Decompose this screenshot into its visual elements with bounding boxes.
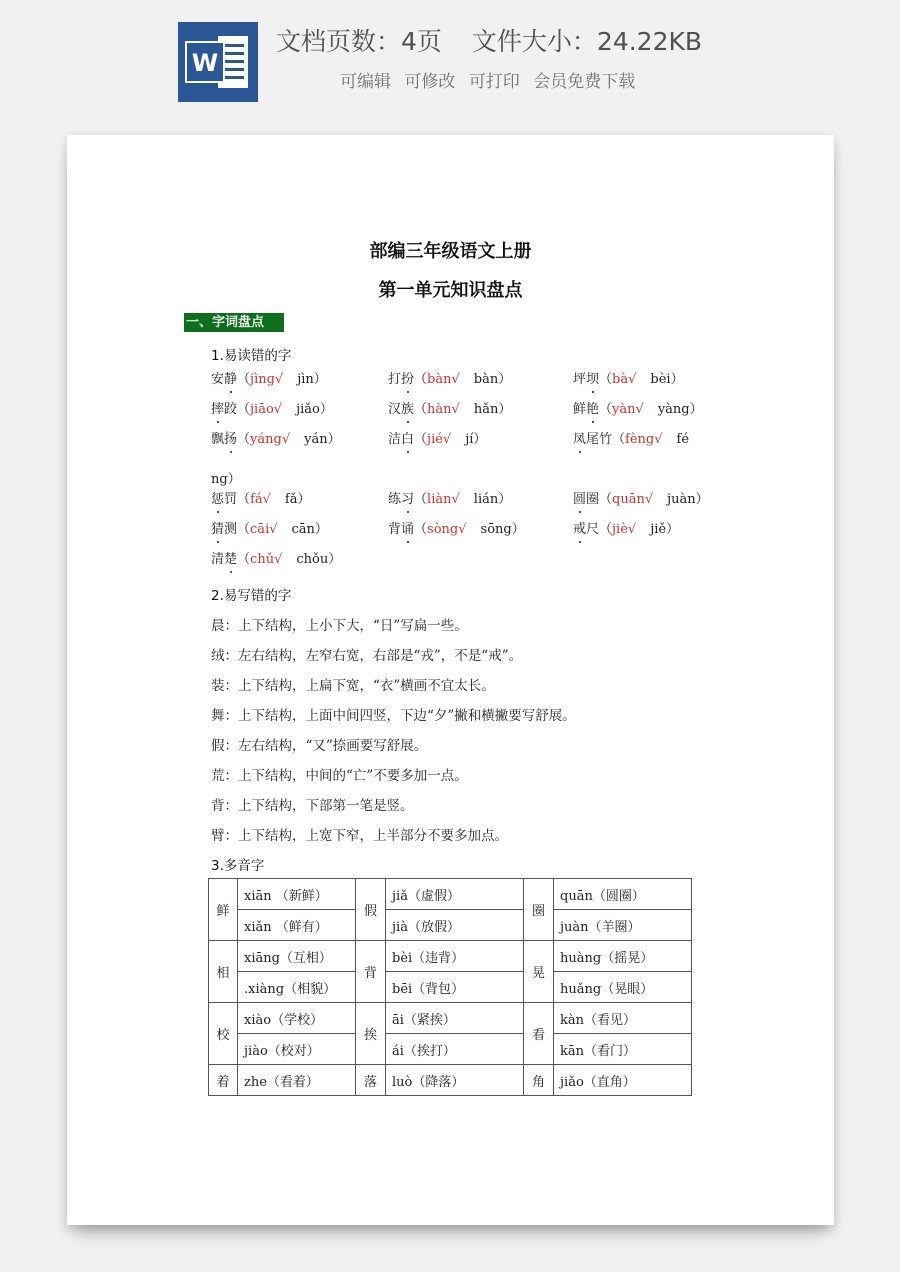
word-text: （ (414, 432, 428, 447)
dotted-char: 圆 (573, 492, 587, 507)
polyphone-reading: bèi（违背） (386, 941, 524, 972)
word-text: 跤（ (224, 402, 251, 417)
feature-printable: 可打印 (468, 72, 520, 92)
incorrect-reading: yàng） (657, 402, 703, 417)
word-text: 鲜 (573, 402, 587, 417)
word-text: 圈（ (586, 492, 613, 507)
document-title: 部编三年级语文上册 (369, 241, 532, 262)
polyphone-reading: quān（圆圈） (554, 879, 692, 910)
pinyin-item (211, 428, 341, 447)
pinyin-item (573, 428, 689, 447)
rule-line: 舞：上下结构，上面中间四竖，下边“夕”撇和横撇要写舒展。 (211, 708, 576, 724)
polyphone-char: 角 (524, 1065, 554, 1096)
correct-reading: yáng√ (250, 432, 291, 447)
polyphone-char: 落 (356, 1065, 386, 1096)
correct-reading: yàn√ (612, 402, 644, 417)
pinyin-item (573, 518, 679, 537)
word-text: 练 (388, 492, 402, 507)
incorrect-reading: bèi） (650, 372, 684, 387)
incorrect-reading: jiǎo） (296, 402, 333, 417)
rule-line: 装：上下结构，上扁下宽，“衣”横画不宜太长。 (211, 678, 495, 694)
dotted-char: 诵 (401, 522, 415, 537)
word-text: 尺（ (586, 522, 613, 537)
polyphone-table (208, 878, 692, 1096)
table-row (209, 1003, 692, 1034)
word-text: （ (414, 372, 428, 387)
feature-member-download: 会员免费下载 (533, 72, 636, 92)
correct-reading: fá√ (250, 492, 271, 507)
word-text: （ (599, 372, 613, 387)
polyphone-char: 相 (209, 941, 238, 1003)
polyphone-char: 着 (209, 1065, 238, 1096)
incorrect-reading: yán） (304, 432, 341, 447)
incorrect-reading: sōng） (480, 522, 525, 537)
pinyin-item (573, 368, 684, 387)
pinyin-item (388, 368, 511, 387)
file-meta (276, 22, 702, 58)
word-text: 飘 (211, 432, 225, 447)
pinyin-item (388, 488, 511, 507)
correct-reading: hàn√ (427, 402, 460, 417)
polyphone-reading: xiāng（互相） (238, 941, 356, 972)
page-count: 文档页数：4页 (276, 27, 442, 56)
polyphone-char: 假 (356, 879, 386, 941)
pinyin-item (211, 488, 310, 507)
polyphone-char: 鲜 (209, 879, 238, 941)
correct-reading: cāi√ (250, 522, 278, 537)
dotted-char: 习 (401, 492, 415, 507)
polyphone-reading: zhe（看着） (238, 1065, 356, 1096)
feature-editable: 可编辑 (340, 72, 391, 92)
incorrect-reading: fǎ） (284, 492, 311, 507)
word-text: 坪 (573, 372, 587, 387)
table-row (209, 1034, 692, 1065)
polyphone-reading: kàn（看见） (554, 1003, 692, 1034)
pinyin-item (573, 398, 703, 417)
word-text: 罚（ (224, 492, 251, 507)
incorrect-reading: cān） (291, 522, 328, 537)
dotted-char: 白 (401, 432, 415, 447)
polyphone-char: 圈 (524, 879, 554, 941)
incorrect-reading: jìn） (297, 372, 327, 387)
polyphone-char: 挨 (356, 1003, 386, 1065)
table-row (209, 941, 692, 972)
correct-reading: sòng√ (427, 522, 467, 537)
pinyin-item (573, 488, 709, 507)
word-text: （ (237, 432, 251, 447)
polyphone-char: 背 (356, 941, 386, 1003)
pinyin-item (388, 428, 486, 447)
correct-reading: bà√ (612, 372, 637, 387)
dotted-char: 族 (401, 402, 415, 417)
rule-line: 假：左右结构，“又”捺画要写舒展。 (211, 738, 428, 754)
pinyin-row (211, 488, 771, 510)
document-page (67, 135, 834, 1225)
word-text: （ (237, 552, 251, 567)
correct-reading: jìng√ (250, 372, 284, 387)
polyphone-reading: ái（挨打） (386, 1034, 524, 1065)
part-heading-miswritten: 2.易写错的字 (211, 588, 292, 604)
correct-reading: jiè√ (612, 522, 637, 537)
word-text: 打 (388, 372, 402, 387)
incorrect-reading: juàn） (667, 492, 709, 507)
part-heading-misread: 1.易读错的字 (211, 348, 292, 364)
polyphone-reading: jià（放假） (386, 910, 524, 941)
correct-reading: jiāo√ (250, 402, 283, 417)
table-row (209, 910, 692, 941)
polyphone-reading: āi（紧挨） (386, 1003, 524, 1034)
dotted-char: 坝 (586, 372, 600, 387)
dotted-char: 楚 (224, 552, 238, 567)
word-text: （ (599, 402, 613, 417)
polyphone-reading: bēi（背包） (386, 972, 524, 1003)
pinyin-row (211, 398, 771, 420)
incorrect-reading: jí） (465, 432, 487, 447)
incorrect-reading: fé (676, 432, 690, 447)
table-row (209, 972, 692, 1003)
rule-line: 晨：上下结构，上小下大，“日”写扁一些。 (211, 618, 468, 634)
word-text: 背 (388, 522, 402, 537)
polyphone-reading: xiào（学校） (238, 1003, 356, 1034)
section-heading: 一、字词盘点 (184, 313, 284, 332)
word-text: 汉 (388, 402, 402, 417)
word-text: 安 (211, 372, 225, 387)
polyphone-reading: huǎng（晃眼） (554, 972, 692, 1003)
pinyin-row (211, 548, 771, 570)
word-text: 洁 (388, 432, 402, 447)
incorrect-reading: jiě） (650, 522, 680, 537)
incorrect-reading: chǒu） (296, 552, 342, 567)
dotted-char: 猜 (211, 522, 225, 537)
pinyin-row (211, 368, 771, 390)
polyphone-reading: jiào（校对） (238, 1034, 356, 1065)
correct-reading: fèng√ (625, 432, 663, 447)
polyphone-reading: jiǎ（虚假） (386, 879, 524, 910)
download-banner (0, 0, 900, 115)
wrapped-pinyin-tail: ng） (211, 472, 241, 487)
rule-line: 背：上下结构，下部第一笔是竖。 (211, 798, 414, 814)
correct-reading: liàn√ (427, 492, 460, 507)
dotted-char: 扮 (401, 372, 415, 387)
dotted-char: 艳 (586, 402, 600, 417)
file-size: 文件大小：24.22KB (471, 27, 703, 56)
incorrect-reading: lián） (473, 492, 512, 507)
polyphone-reading: xiān （新鲜） (238, 879, 356, 910)
feature-modifiable: 可修改 (404, 72, 456, 92)
correct-reading: jié√ (427, 432, 452, 447)
rule-line: 荒：上下结构，中间的“亡”不要多加一点。 (211, 768, 468, 784)
dotted-char: 摔 (211, 402, 225, 417)
table-row (209, 1065, 692, 1096)
polyphone-char: 校 (209, 1003, 238, 1065)
pinyin-item (211, 518, 328, 537)
word-text: （ (414, 492, 428, 507)
correct-reading: quān√ (612, 492, 654, 507)
word-text: 尾竹（ (586, 432, 626, 447)
dotted-char: 扬 (224, 432, 238, 447)
pinyin-item (211, 398, 333, 417)
word-text: （ (414, 522, 428, 537)
dotted-char: 凤 (573, 432, 587, 447)
polyphone-reading: luò（降落） (386, 1065, 524, 1096)
dotted-char: 戒 (573, 522, 587, 537)
pinyin-item (211, 368, 327, 387)
incorrect-reading: bàn） (473, 372, 512, 387)
word-text: （ (414, 402, 428, 417)
pinyin-row (211, 428, 771, 450)
part-heading-polyphones: 3.多音字 (211, 858, 265, 874)
feature-list (340, 67, 643, 92)
rule-line: 臂：上下结构，上宽下窄，上半部分不要多加点。 (211, 828, 508, 844)
word-document-icon (178, 22, 258, 102)
polyphone-char: 晃 (524, 941, 554, 1003)
polyphone-reading: kān（看门） (554, 1034, 692, 1065)
polyphone-reading: jiǎo（直角） (554, 1065, 692, 1096)
incorrect-reading: hǎn） (473, 402, 512, 417)
pinyin-row (211, 518, 771, 540)
dotted-char: 惩 (211, 492, 225, 507)
pinyin-item (388, 518, 525, 537)
polyphone-reading: .xiàng（相貌） (238, 972, 356, 1003)
correct-reading: chǔ√ (250, 552, 283, 567)
polyphone-char: 看 (524, 1003, 554, 1065)
rule-line: 绒：左右结构，左窄右宽，右部是“戎”，不是“戒”。 (211, 648, 523, 664)
document-subtitle: 第一单元知识盘点 (378, 280, 523, 301)
polyphone-reading: huàng（摇晃） (554, 941, 692, 972)
word-logo-letter: W (191, 49, 219, 77)
word-text: 测（ (224, 522, 251, 537)
table-row (209, 879, 692, 910)
pinyin-item (211, 548, 341, 567)
word-text: 清 (211, 552, 225, 567)
word-text: （ (237, 372, 251, 387)
polyphone-reading: juàn（羊圈） (554, 910, 692, 941)
polyphone-reading: xiǎn （鲜有） (238, 910, 356, 941)
dotted-char: 静 (224, 372, 238, 387)
pinyin-item (388, 398, 511, 417)
correct-reading: bàn√ (427, 372, 460, 387)
